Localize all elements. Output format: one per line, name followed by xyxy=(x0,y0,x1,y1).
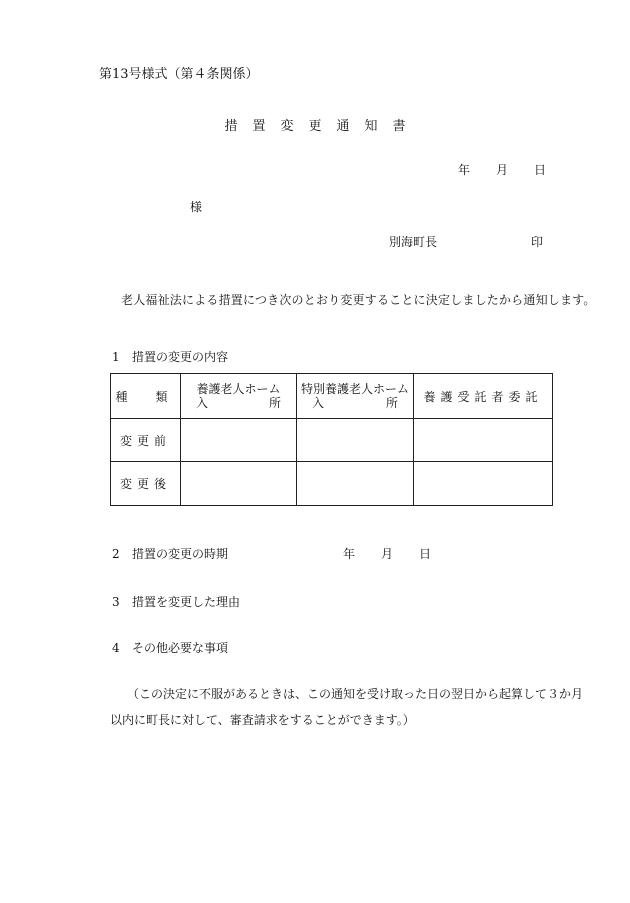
section-3-title: 措置を変更した理由 xyxy=(132,595,241,609)
row-after-label: 変更後 xyxy=(119,477,171,491)
header-type-cell xyxy=(111,374,181,419)
header-nursing-home-line1: 養護老人ホーム xyxy=(196,382,281,396)
issuer-name: 別海町長 xyxy=(389,235,438,249)
section-3-number: 3 xyxy=(112,595,120,609)
seal-mark: 印 xyxy=(531,235,544,249)
change-date-day: 日 xyxy=(419,547,432,561)
section-1-heading xyxy=(112,351,228,363)
issue-date-year: 年 xyxy=(458,163,471,177)
appeal-notice-line2: 以内に町長に対して、審査請求をすることができます。） xyxy=(110,713,415,727)
row-after-nursing-cell xyxy=(181,462,297,506)
row-after-label-cell xyxy=(111,462,181,506)
row-before-foster-cell xyxy=(414,419,553,462)
section-4-heading xyxy=(112,642,228,654)
issue-date xyxy=(458,164,546,176)
section-4-title: その他必要な事項 xyxy=(132,641,229,655)
header-special-nursing-home-cell xyxy=(297,374,414,419)
intro-text: 老人福祉法による措置につき次のとおり変更することに決定しましたから通知します。 xyxy=(121,293,596,307)
change-date-year: 年 xyxy=(343,547,356,561)
section-2-title: 措置の変更の時期 xyxy=(132,547,229,561)
header-type-label: 種 類 xyxy=(115,389,176,404)
change-content-table xyxy=(110,373,553,506)
section-1-number: 1 xyxy=(112,350,120,364)
row-after-special-cell xyxy=(297,462,414,506)
issue-date-day: 日 xyxy=(534,163,547,177)
header-foster-label: 養護受託者委託 xyxy=(423,389,543,404)
change-date xyxy=(343,548,431,560)
document-title: 措置変更通知書 xyxy=(224,119,421,134)
row-after-foster-cell xyxy=(414,462,553,506)
section-2-heading xyxy=(112,548,228,560)
section-1-title: 措置の変更の内容 xyxy=(132,350,229,364)
section-4-number: 4 xyxy=(112,641,120,655)
row-before-label: 変更前 xyxy=(119,433,171,448)
header-nursing-home-line2: 入所 xyxy=(196,396,281,410)
appeal-notice-line1: （この決定に不服があるときは、この通知を受け取った日の翌日から起算して３か月 xyxy=(127,687,584,701)
header-foster-cell xyxy=(414,374,553,419)
issue-date-month: 月 xyxy=(496,163,509,177)
section-3-heading xyxy=(112,596,240,608)
change-date-month: 月 xyxy=(381,547,394,561)
row-before-special-cell xyxy=(297,419,414,462)
row-before-label-cell xyxy=(111,419,181,462)
addressee-suffix: 様 xyxy=(190,200,203,214)
form-number: 第13号様式（第４条関係） xyxy=(99,67,259,82)
header-special-nursing-home-line1: 特別養護老人ホーム xyxy=(300,382,409,396)
row-before-nursing-cell xyxy=(181,419,297,462)
header-special-nursing-home-line2: 入所 xyxy=(312,396,398,410)
section-2-number: 2 xyxy=(112,547,120,561)
header-nursing-home-cell xyxy=(181,374,297,419)
